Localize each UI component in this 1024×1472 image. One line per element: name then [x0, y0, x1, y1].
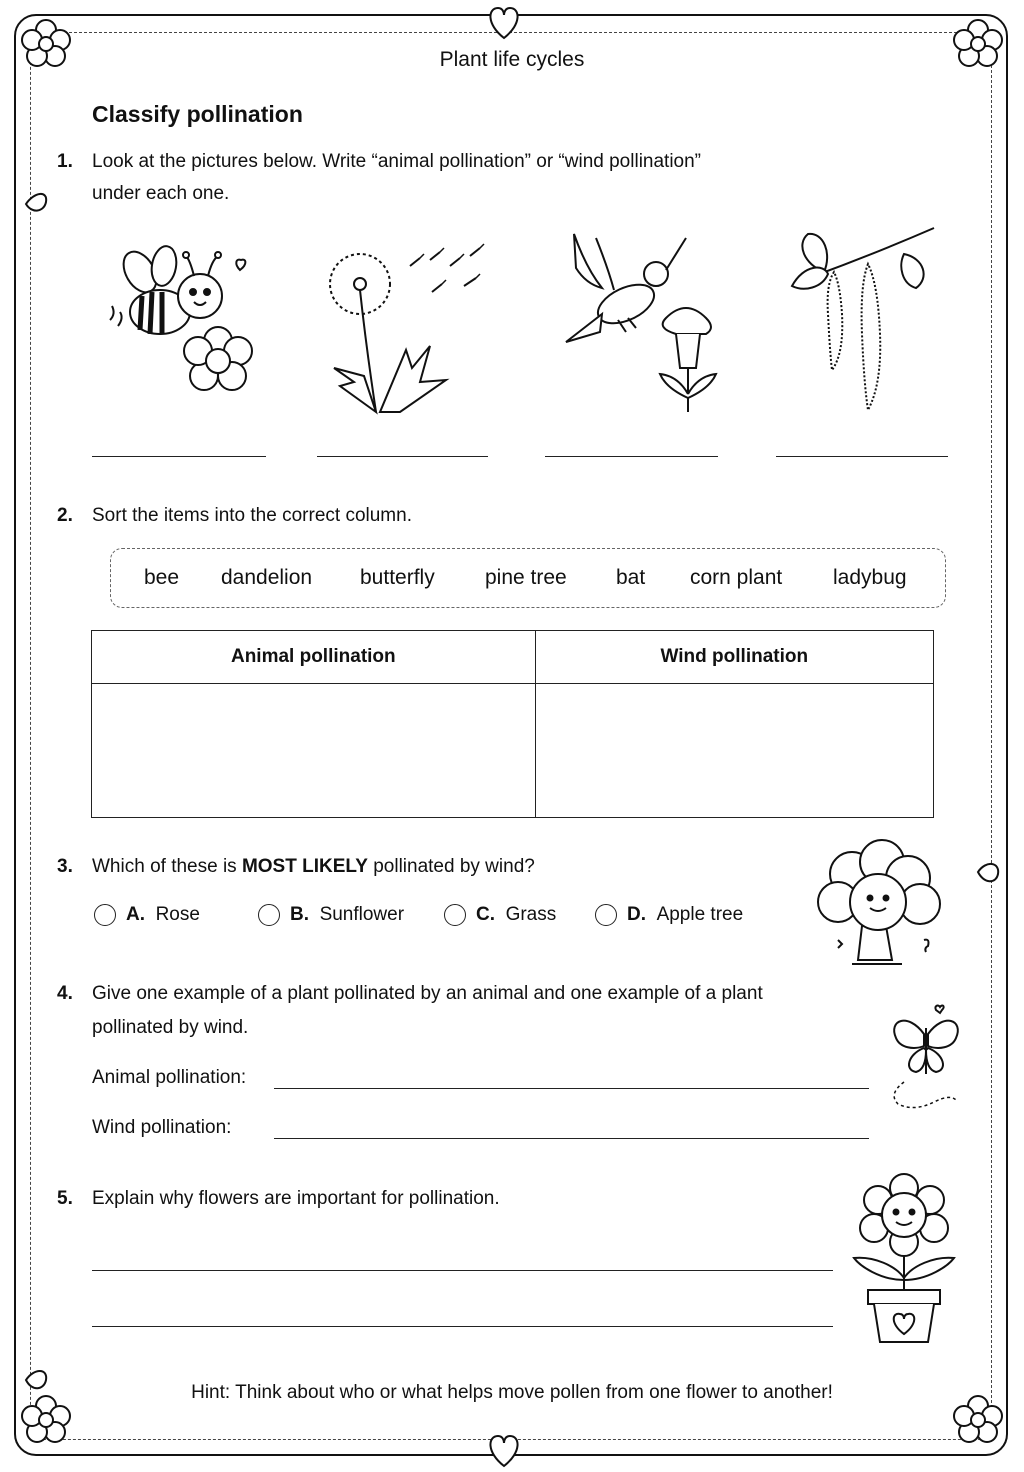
question-number: 3. [57, 856, 73, 877]
question-text: pollinated by wind. [92, 1017, 249, 1038]
answer-line[interactable] [545, 456, 718, 457]
section-heading: Classify pollination [92, 101, 303, 127]
option-c[interactable]: C. Grass [444, 904, 556, 926]
option-b[interactable]: B. Sunflower [258, 904, 404, 926]
potted-flower-icon [850, 1170, 960, 1350]
hint-text: Hint: Think about who or what helps move pollen from one flower to another! [191, 1382, 833, 1403]
column-header-animal: Animal pollination [92, 631, 536, 684]
answer-line[interactable] [92, 456, 266, 457]
question-text: Explain why flowers are important for pollination. [92, 1188, 500, 1209]
word-bank-item[interactable]: bee [144, 566, 180, 589]
dandelion-seeds-icon [320, 236, 500, 416]
catkins-branch-icon [784, 224, 964, 414]
radio-button[interactable] [94, 904, 116, 926]
emphasis-text: MOST LIKELY [241, 856, 368, 877]
leaf-icon [26, 194, 46, 211]
question-number: 5. [57, 1188, 73, 1209]
wind-pollination-label: Wind pollination: [92, 1117, 232, 1138]
animal-pollination-label: Animal pollination: [92, 1067, 247, 1088]
word-bank-item[interactable]: dandelion [221, 566, 313, 589]
word-bank-item[interactable]: ladybug [833, 566, 907, 589]
smiling-tree-icon [812, 840, 952, 970]
question-text: Look at the pictures below. Write “animal pollination” or “wind pollination” [92, 151, 702, 172]
heart-icon [490, 1436, 517, 1466]
question-text: Sort the items into the correct column. [92, 505, 412, 526]
hummingbird-flower-icon [556, 228, 736, 418]
wind-pollination-answer-line[interactable] [274, 1138, 869, 1139]
word-bank-item[interactable]: bat [616, 566, 646, 589]
option-d[interactable]: D. Apple tree [595, 904, 743, 926]
radio-button[interactable] [444, 904, 466, 926]
answer-line[interactable] [92, 1270, 833, 1271]
radio-button[interactable] [595, 904, 617, 926]
worksheet-title: Plant life cycles [439, 48, 585, 71]
bee-with-flower-icon [100, 236, 270, 416]
sorting-table [91, 630, 934, 818]
heart-icon [490, 8, 517, 38]
word-bank-item[interactable]: corn plant [690, 566, 783, 589]
question-number: 1. [57, 151, 73, 172]
word-bank-item[interactable]: butterfly [360, 566, 435, 589]
leaf-icon [978, 864, 998, 881]
option-a[interactable]: A. Rose [94, 904, 200, 926]
question-number: 4. [57, 983, 73, 1004]
answer-line[interactable] [776, 456, 948, 457]
animal-pollination-cell[interactable] [92, 684, 536, 818]
question-text: Which of these is MOST LIKELY pollinated by wind? [92, 856, 535, 877]
wind-pollination-cell[interactable] [535, 684, 933, 818]
butterfly-icon [884, 1004, 964, 1114]
question-text: Give one example of a plant pollinated by an animal and one example of a plant [92, 983, 763, 1004]
word-bank-item[interactable]: pine tree [485, 566, 567, 589]
question-number: 2. [57, 505, 73, 526]
answer-line[interactable] [92, 1326, 833, 1327]
answer-line[interactable] [317, 456, 488, 457]
question-text: under each one. [92, 183, 230, 204]
radio-button[interactable] [258, 904, 280, 926]
animal-pollination-answer-line[interactable] [274, 1088, 869, 1089]
column-header-wind: Wind pollination [535, 631, 933, 684]
